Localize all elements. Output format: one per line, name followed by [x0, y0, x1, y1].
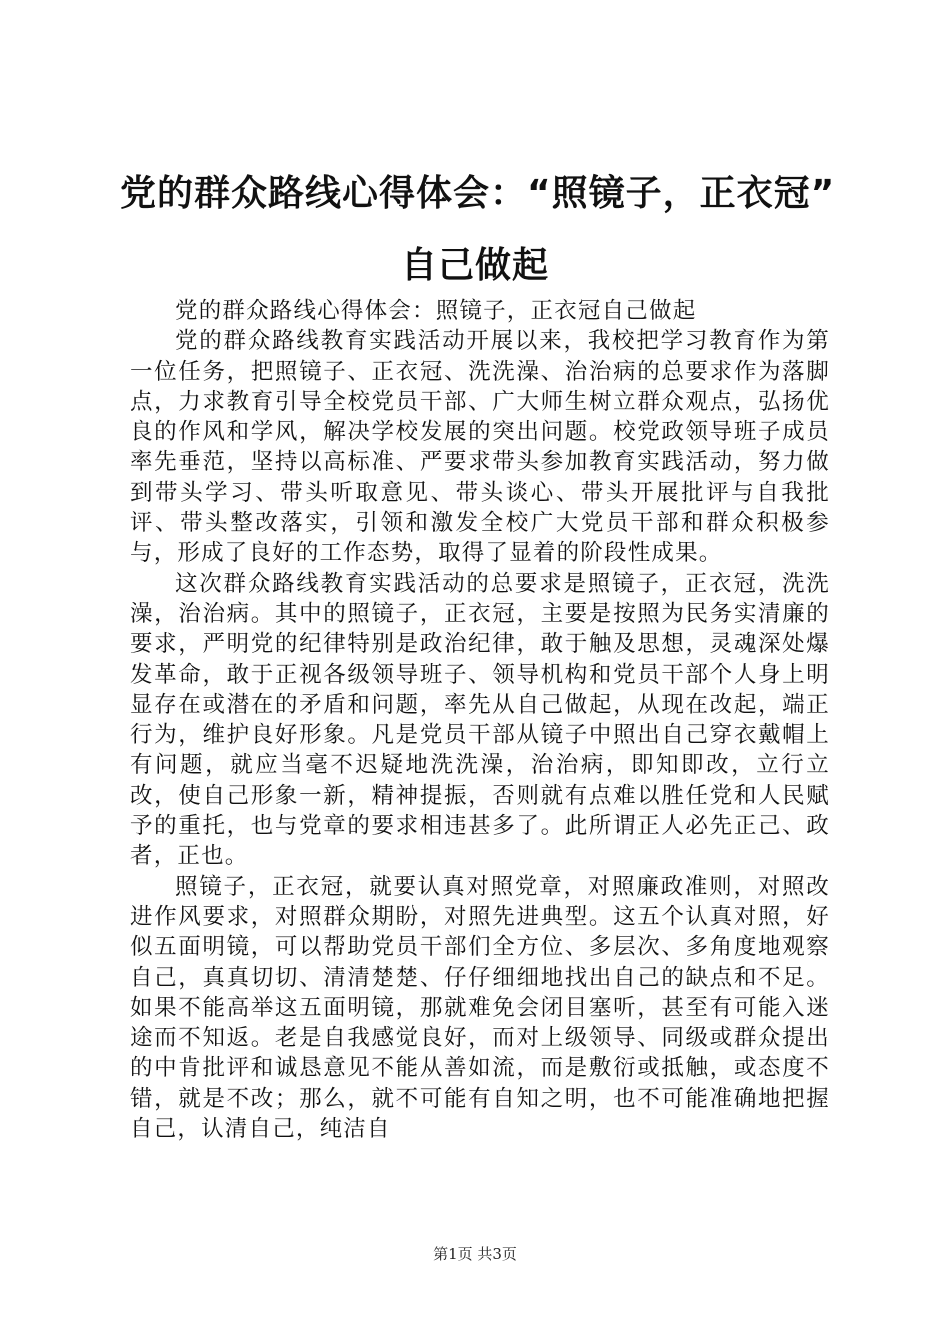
document-title — [120, 158, 836, 302]
body-paragraph-1: 党的群众路线教育实践活动开展以来，我校把学习教育作为第一位任务，把照镜子、正衣冠、洗洗澡、治治病的总要求作为落脚点，力求教育引导全校党员干部、广大师生树立群众观点，弘扬优良的作风和学风，解决学校发展的突出问题。校党政领导班子成员率先垂范，坚持以高标准、严要求带头参加教育实践活动，努力做到带头学习、带头听取意见、带头谈心、带头开展批评与自我批评、带头整改落实，引领和激发全校广大党员干部和群众积极参与，形成了良好的工作态势，取得了显着的阶段性成果。 — [130, 328, 830, 567]
page-footer: 第1页 共3页 — [433, 1245, 517, 1263]
body-paragraph-2: 这次群众路线教育实践活动的总要求是照镜子，正衣冠，洗洗澡，治治病。其中的照镜子，正衣冠，主要是按照为民务实清廉的要求，严明党的纪律特别是政治纪律，敢于触及思想，灵魂深处爆发革命，敢于正视各级领导班子、领导机构和党员干部个人身上明显存在或潜在的矛盾和问题，率先从自己做起，从现在改起，端正行为，维护良好形象。凡是党员干部从镜子中照出自己穿衣戴帽上有问题，就应当毫不迟疑地洗洗澡，治治病，即知即改，立行立改，使自己形象一新，精神提振，否则就有点难以胜任党和人民赋予的重托，也与党章的要求相违甚多了。此所谓正人必先正己、政者，正也。 — [130, 570, 830, 870]
title-line-1: 党的群众路线心得体会：“照镜子，正衣冠” — [120, 173, 836, 214]
body-paragraph-3: 照镜子，正衣冠，就要认真对照党章，对照廉政准则，对照改进作风要求，对照群众期盼，对照先进典型。这五个认真对照，好似五面明镜，可以帮助党员干部们全方位、多层次、多角度地观察自己，真真切切、清清楚楚、仔仔细细地找出自己的缺点和不足。如果不能高举这五面明镜，那就难免会闭目塞听，甚至有可能入迷途而不知返。老是自我感觉良好，而对上级领导、同级或群众提出的中肯批评和诚恳意见不能从善如流，而是敷衍或抵触，或态度不错，就是不改；那么，就不可能有自知之明，也不可能准确地把握自己，认清自己，纯洁自 — [130, 873, 830, 1143]
document-body — [130, 296, 830, 1144]
title-line-2: 自己做起 — [400, 245, 549, 286]
subtitle-paragraph: 党的群众路线心得体会：照镜子，正衣冠自己做起 — [175, 298, 697, 324]
